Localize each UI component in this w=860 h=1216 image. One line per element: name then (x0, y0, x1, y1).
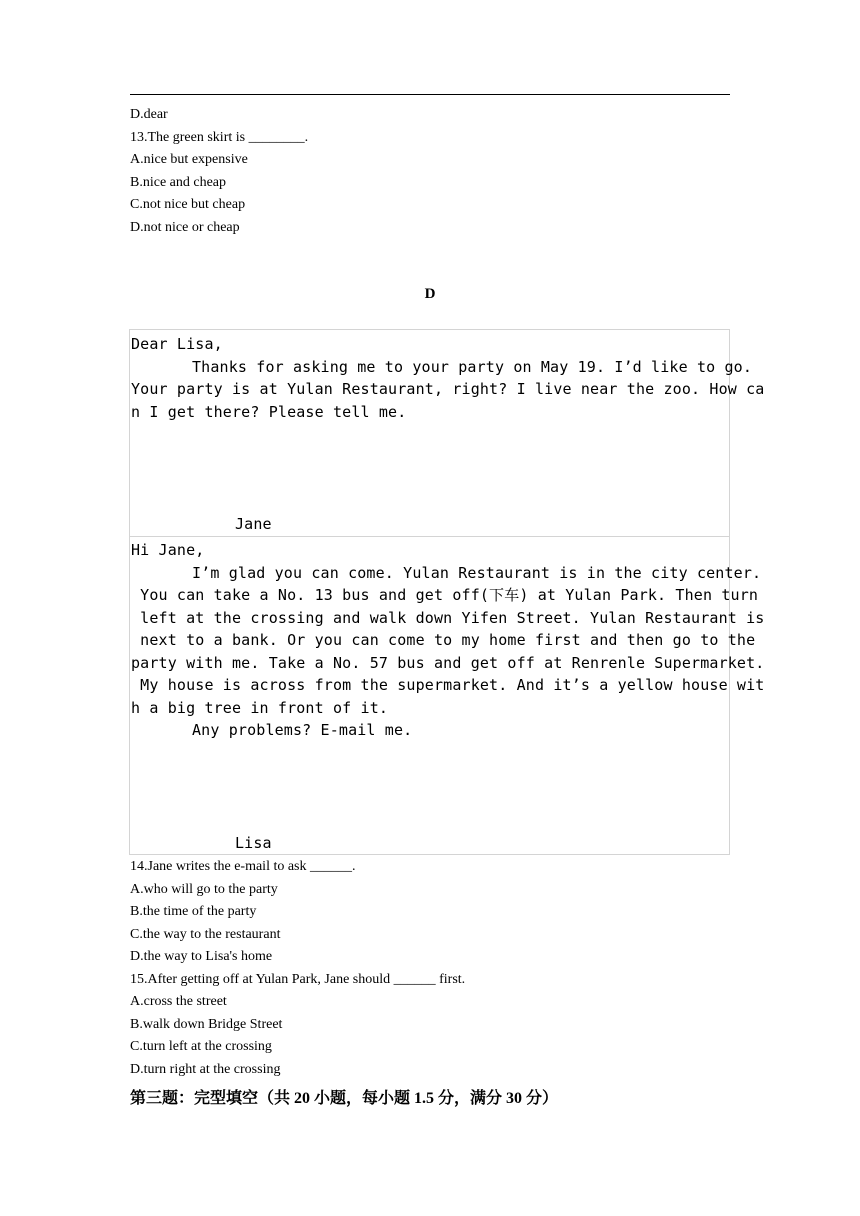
option-line: C.turn left at the crossing (130, 1039, 272, 1054)
email-from-jane (129, 329, 765, 537)
email-line: I’m glad you can come. Yulan Restaurant is in the city center. (192, 563, 762, 582)
email-signature: Jane (235, 515, 272, 533)
email-line: next to a bank. Or you can come to my home first and then go to the (131, 631, 756, 649)
reading-questions (130, 856, 750, 1081)
part-three-heading: 第三题：完型填空（共 20 小题，每小题 1.5 分，满分 30 分） (130, 1090, 559, 1107)
email-line: party with me. Take a No. 57 bus and get off at Renrenle Supermarket. (131, 653, 765, 672)
email-greeting: Dear Lisa, (131, 335, 223, 353)
option-line: A.cross the street (130, 994, 227, 1009)
email-signature: Lisa (235, 834, 272, 852)
email-line: You can take a No. 13 bus and get off(下车) at Yulan Park. Then turn (131, 586, 759, 604)
question-13: 13.The green skirt is ________. (130, 129, 309, 145)
option-line: D.dear (130, 107, 168, 122)
option-line: C.the way to the restaurant (130, 926, 281, 942)
option-line: B.walk down Bridge Street (130, 1016, 283, 1032)
option-line: A.nice but expensive (130, 152, 248, 167)
option-line: B.the time of the party (130, 904, 257, 919)
previous-question-options (130, 104, 750, 239)
email-greeting: Hi Jane, (131, 541, 205, 559)
option-line: D.turn right at the crossing (130, 1061, 281, 1077)
header-rule (130, 94, 730, 95)
email-line: left at the crossing and walk down Yifen Street. Yulan Restaurant is (131, 608, 765, 627)
email-from-lisa (129, 536, 765, 855)
question-14: 14.Jane writes the e-mail to ask ______. (130, 859, 356, 874)
option-line: C.not nice but cheap (130, 197, 246, 212)
email-line: h a big tree in front of it. (131, 698, 389, 717)
question-15: 15.After getting off at Yulan Park, Jane should ______ first. (130, 971, 466, 987)
section-letter: D (424, 286, 436, 302)
email-line: Your party is at Yulan Restaurant, right? I live near the zoo. How ca (131, 380, 765, 398)
email-line: Thanks for asking me to your party on May 19. I’d like to go. (192, 357, 753, 376)
option-line: D.not nice or cheap (130, 219, 240, 235)
email-line: Any problems? E-mail me. (192, 721, 413, 739)
option-line: B.nice and cheap (130, 174, 227, 190)
option-line: D.the way to Lisa's home (130, 949, 273, 964)
email-line: My house is across from the supermarket. And it’s a yellow house wit (131, 676, 765, 694)
option-line: A.who will go to the party (130, 881, 278, 897)
email-line: n I get there? Please tell me. (131, 402, 407, 421)
